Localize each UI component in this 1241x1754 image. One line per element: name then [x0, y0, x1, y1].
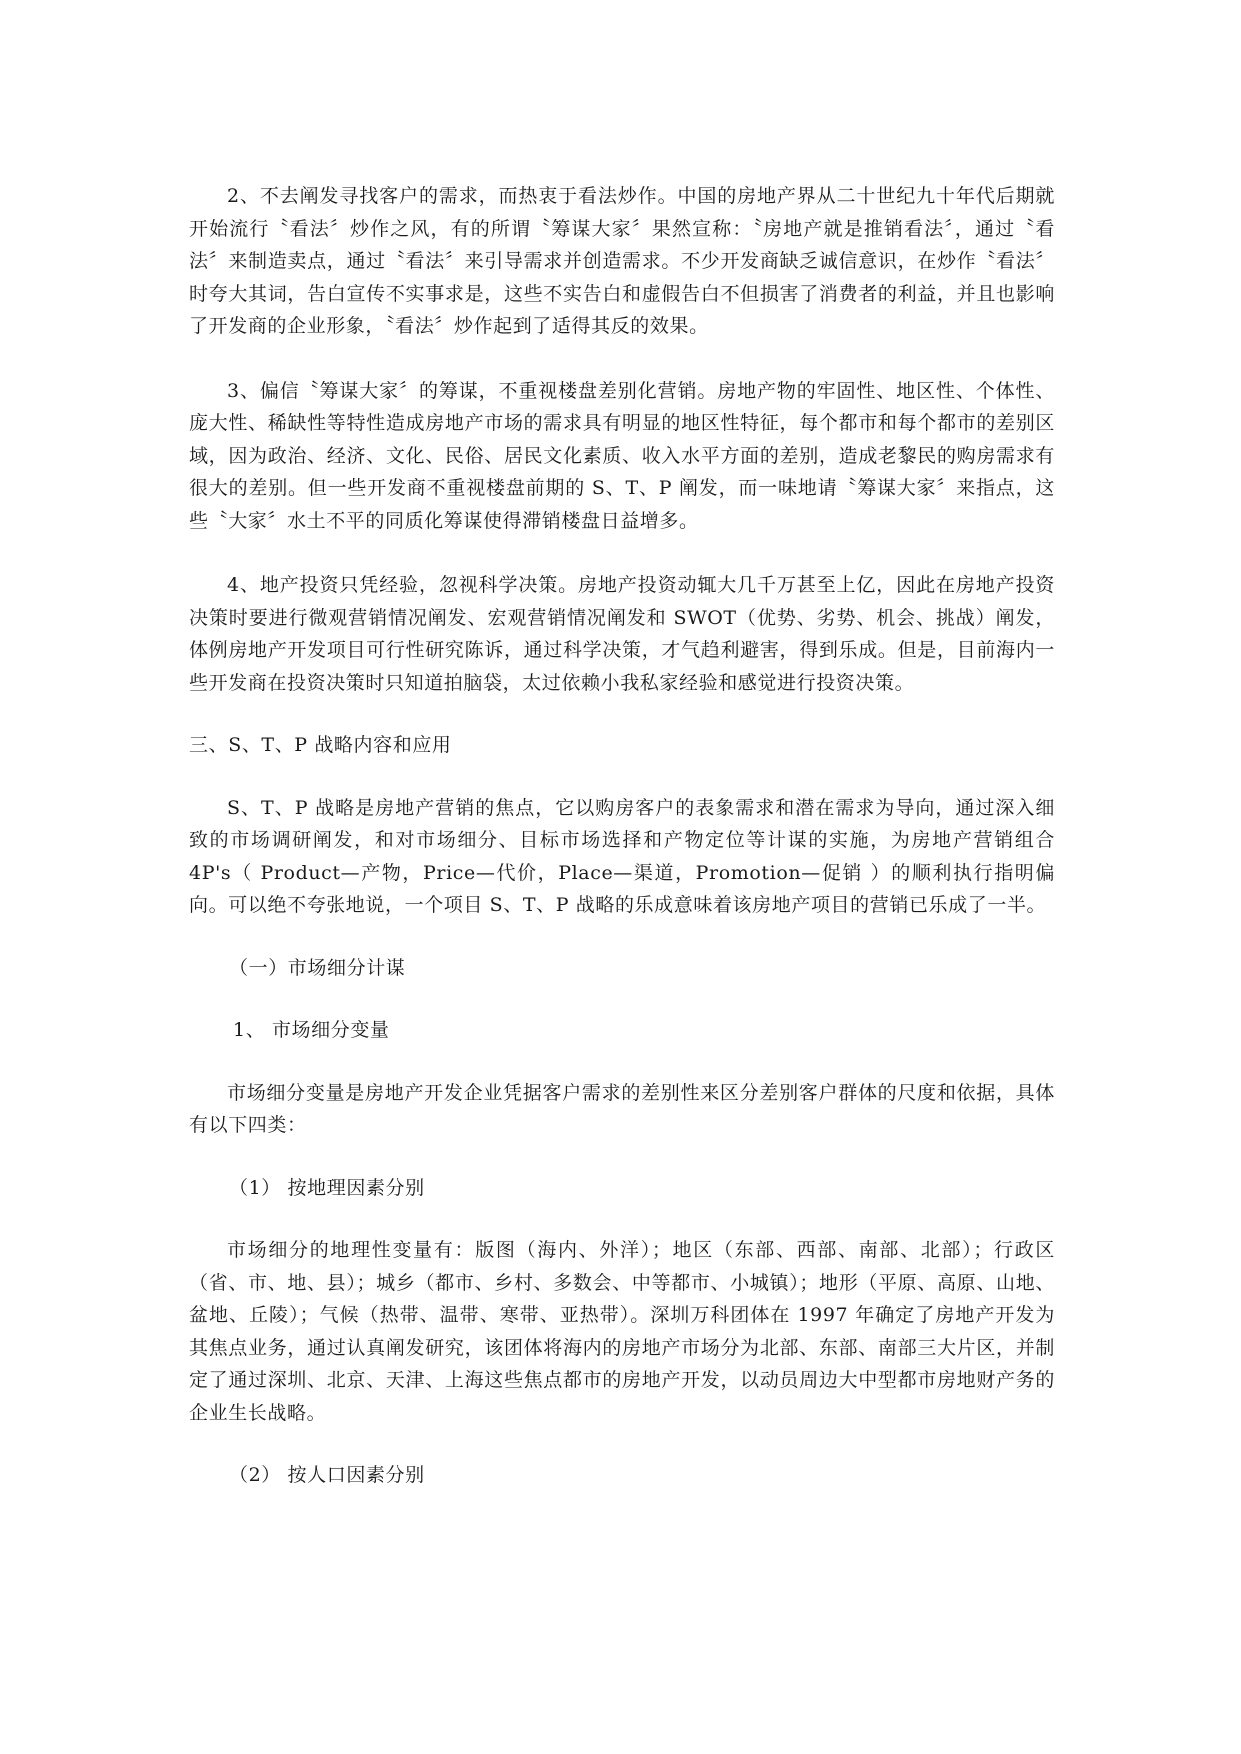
spacer [189, 762, 1055, 792]
spacer [189, 1204, 1055, 1234]
paragraph-problem-3: 3、偏信〝筹谋大家〞的筹谋，不重视楼盘差别化营销。房地产物的牢固性、地区性、个体性、庞大性、稀缺性等特性造成房地产市场的需求具有明显的地区性特征，每个都市和每个都市的差别区域，因为政治、经济、文化、民俗、居民文化素质、收入水平方面的差别，造成老黎民的购房需求有很大的差别。但一些开发商不重视楼盘前期的 S、T、P 阐发，而一味地请〝筹谋大家〞来指点，这些〝大家〞水土不平的同质化筹谋使得滞销楼盘日益增多。 [189, 379, 1055, 532]
document-page [189, 180, 1055, 1492]
paragraph-variables: 市场细分变量是房地产开发企业凭据客户需求的差别性来区分差别客户群体的尺度和依据，具体有以下四类： [189, 1081, 1055, 1136]
spacer [189, 1047, 1055, 1077]
item-heading-demographic: （2） 按人口因素分别 [229, 1464, 425, 1486]
item-heading-geographic: （1） 按地理因素分别 [229, 1176, 425, 1199]
spacer [189, 1429, 1055, 1459]
spacer [189, 1142, 1055, 1172]
spacer [189, 343, 1055, 375]
spacer [189, 699, 1055, 729]
paragraph-stp-intro: S、T、P 战略是房地产营销的焦点，它以购房客户的表象需求和潜在需求为导向，通过深入细致的市场调研阐发，和对市场细分、目标市场选择和产物定位等计谋的实施，为房地产营销组合 4P's（ Product—产物，Price—代价，Place—渠道，Promotion—促销 ）的顺利执行指明偏向。可以绝不夸张地说，一个项目 S、T、P 战略的乐成意味着该房地产项目的营销已乐成了一半。 [189, 796, 1055, 916]
spacer [189, 922, 1055, 952]
paragraph-problem-2: 2、不去阐发寻找客户的需求，而热衷于看法炒作。中国的房地产界从二十世纪九十年代后期就开始流行〝看法〞炒作之风，有的所谓〝筹谋大家〞果然宣称：〝房地产就是推销看法〞，通过〝看法〞来制造卖点，通过〝看法〞来引导需求并创造需求。不少开发商缺乏诚信意识，在炒作〝看法〞时夸大其词，告白宣传不实事求是，这些不实告白和虚假告白不但损害了消费者的利益，并且也影响了开发商的企业形象，〝看法〞炒作起到了适得其反的效果。 [189, 185, 1055, 337]
paragraph-problem-4: 4、地产投资只凭经验，忽视科学决策。房地产投资动辄大几千万甚至上亿，因此在房地产投资决策时要进行微观营销情况阐发、宏观营销情况阐发和 SWOT（优势、劣势、机会、挑战）阐发，体例房地产开发项目可行性研究陈诉，通过科学决策，才气趋利避害，得到乐成。但是，目前海内一些开发商在投资决策时只知道拍脑袋，太过依赖小我私家经验和感觉进行投资决策。 [189, 574, 1055, 694]
item-heading-variables: 1、 市场细分变量 [233, 1019, 390, 1041]
spacer [189, 984, 1055, 1014]
section-heading-stp: 三、S、T、P 战略内容和应用 [189, 734, 452, 756]
paragraph-geographic: 市场细分的地理性变量有：版图（海内、外洋）；地区（东部、西部、南部、北部）；行政区（省、市、地、县）；城乡（都市、乡村、多数会、中等都市、小城镇）；地形（平原、高原、山地、盆地、丘陵）；气候（热带、温带、寒带、亚热带）。深圳万科团体在 1997 年确定了房地产开发为其焦点业务，通过认真阐发研究，该团体将海内的房地产市场分为北部、东部、南部三大片区，并制定了通过深圳、北京、天津、上海这些焦点都市的房地产开发，以动员周边大中型都市房地财产务的企业生长战略。 [189, 1239, 1055, 1424]
subsection-heading-segmentation: （一）市场细分计谋 [229, 956, 406, 979]
spacer [189, 537, 1055, 569]
